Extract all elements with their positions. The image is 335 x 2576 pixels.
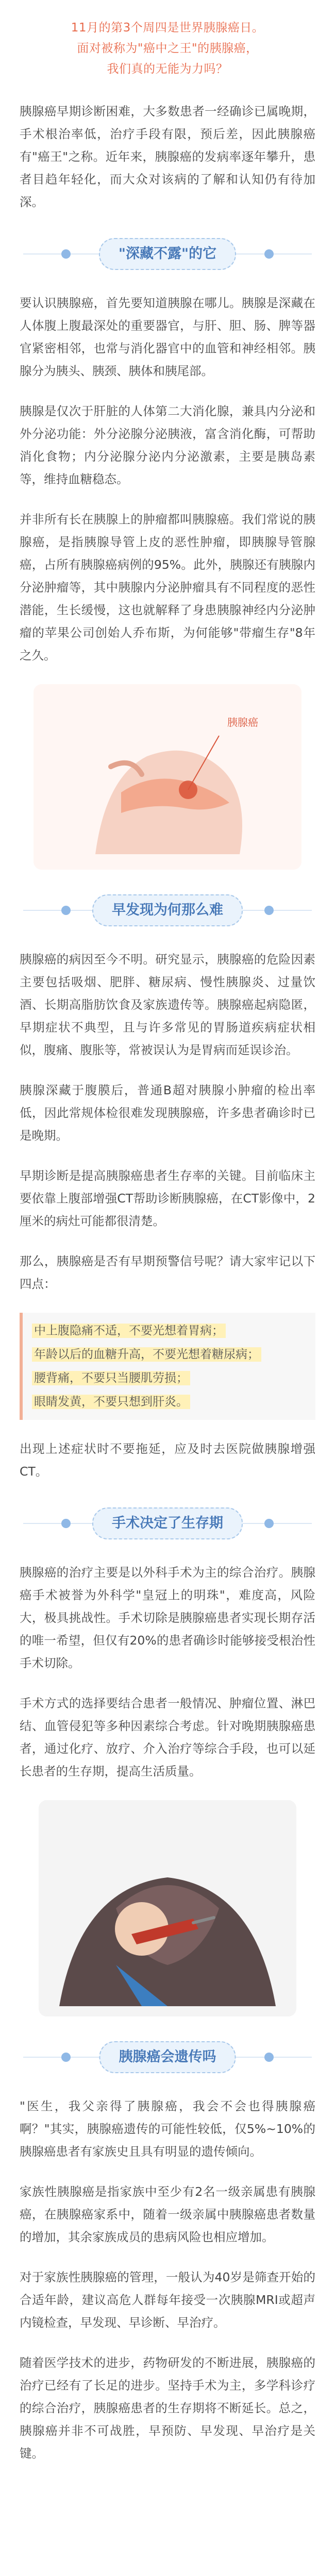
paragraph: 胰腺癌早期诊断困难，大多数患者一经确诊已属晚期，手术根治率低，治疗手段有限，预后差，因此胰腺癌有"癌王"之称。近年来，胰腺癌的发病率逐年攀升，患者目趋年轻化，而大众对该病的了解和认知仍有待加深。 xyxy=(20,104,315,209)
doctor-drawing xyxy=(39,1800,296,2016)
heading-dot xyxy=(264,906,274,915)
illustration-label: 胰腺癌 xyxy=(227,716,258,728)
heading-dot xyxy=(61,2053,71,2062)
warning-signs-box xyxy=(20,1313,315,1420)
heading-dot xyxy=(264,1519,274,1528)
heading-dot xyxy=(61,249,71,259)
paragraph: 胰腺癌的病因至今不明。研究显示，胰腺癌的危险因素主要包括吸烟、肥胖、糖尿病、慢性胰腺炎、过量饮酒、长期高脂肪饮食及家族遗传等。胰腺癌起病隐匿，早期症状不典型，且与许多常见的胃肠道疾病症状相似，腹痛、腹胀等，常被误认为是胃病而延误诊治。 xyxy=(20,952,315,1057)
intro xyxy=(20,18,315,79)
heading-dot xyxy=(264,2053,274,2062)
heading-text: "深藏不露"的它 xyxy=(99,238,236,270)
paragraph: 胰腺深藏于腹膜后，普通B超对胰腺小肿瘤的检出率低，因此常规体检很难发现胰腺癌，许多患者确诊时已是晚期。 xyxy=(20,1083,315,1143)
paragraph: 胰腺是仅次于肝脏的人体第二大消化腺，兼具内分泌和外分泌功能：外分泌腺分泌胰液，富含消化酶，可帮助消化食物；内分泌腺分泌内分泌激素，主要是胰岛素等，维持血糖稳态。 xyxy=(20,404,315,486)
warning-sign-item xyxy=(32,1367,306,1389)
section-heading xyxy=(75,892,260,928)
paragraph: 手术方式的选择要结合患者一般情况、肿瘤位置、淋巴结、血管侵犯等多种因素综合考虑。针对晚期胰腺癌患者，通过化疗、放疗、介入治疗等综合手段，也可以延长患者的生存期，提高生活质量。 xyxy=(20,1696,315,1778)
section-heading xyxy=(75,236,260,272)
paragraph: 并非所有长在胰腺上的肿瘤都叫胰腺癌。我们常说的胰腺癌，是指胰腺导管上皮的恶性肿瘤，即胰腺导管腺癌，占所有胰腺癌病例的95%。此外，胰腺还有胰腺内分泌肿瘤等，其中胰腺内分泌肿瘤具有不同程度的恶性潜能，生长缓慢，这也就解释了身患胰腺神经内分泌肿瘤的苹果公司创始人乔布斯，为何能够"带瘤生存"8年之久。 xyxy=(20,512,315,663)
intro-line: 11月的第3个周四是世界胰腺癌日。 xyxy=(71,21,264,35)
heading-dot xyxy=(264,249,274,259)
intro-line: 面对被称为"癌中之王"的胰腺癌， xyxy=(77,42,258,55)
pancreas-drawing xyxy=(34,684,301,870)
warning-sign-item xyxy=(32,1320,306,1342)
doctor-illustration xyxy=(39,1800,296,2016)
heading-dot xyxy=(61,906,71,915)
paragraph: 出现上述症状时不要拖延，应及时去医院做胰腺增强CT。 xyxy=(20,1442,315,1479)
heading-text: 早发现为何那么难 xyxy=(92,894,243,926)
warning-sign-text: 年龄以后的血糖升高，不要光想着糖尿病； xyxy=(32,1347,261,1362)
warning-sign-text: 中上腹隐痛不适，不要光想着胃病； xyxy=(32,1324,226,1338)
warning-sign-item xyxy=(32,1344,306,1365)
paragraph: 胰腺癌的治疗主要是以外科手术为主的综合治疗。胰腺癌手术被誉为外科学"皇冠上的明珠"，难度高，风险大，极具挑战性。手术切除是胰腺癌患者实现长期存活的唯一希望，但仅有20%的患者确诊时能够接受根治性手术切除。 xyxy=(20,1565,315,1670)
paragraph: 那么，胰腺癌是否有早期预警信号呢？请大家牢记以下四点： xyxy=(20,1254,315,1291)
article-body xyxy=(20,100,315,2465)
paragraph: 早期诊断是提高胰腺癌患者生存率的关键。目前临床主要依靠上腹部增强CT帮助诊断胰腺癌，在CT影像中，2厘米的病灶可能都很清楚。 xyxy=(20,1168,315,1228)
warning-sign-text: 腰背痛，不要只当腰肌劳损； xyxy=(32,1371,190,1385)
paragraph: 要认识胰腺癌，首先要知道胰腺在哪儿。胰腺是深藏在人体腹上腹最深处的重要器官，与肝、胆、肠、脾等器官紧密相邻，也常与消化器官中的血管和神经相邻。胰腺分为胰头、胰颈、胰体和胰尾部。 xyxy=(20,296,315,378)
section-heading xyxy=(75,1505,260,1541)
section-heading xyxy=(75,2039,260,2075)
paragraph: 家族性胰腺癌是指家族中至少有2名一级亲属患有胰腺癌，在胰腺癌家系中，随着一级亲属中胰腺癌患者数量的增加，其余家族成员的患病风险也相应增加。 xyxy=(20,2184,315,2244)
heading-text: 手术决定了生存期 xyxy=(92,1507,243,1539)
paragraph: 对于家族性胰腺癌的管理，一般认为40岁是筛查开始的合适年龄，建议高危人群每年接受一次胰腺MRI或超声内镜检查，早发现、早诊断、早治疗。 xyxy=(20,2270,315,2330)
warning-sign-item xyxy=(32,1391,306,1413)
paragraph: 随着医学技术的进步，药物研发的不断进展，胰腺癌的治疗已经有了长足的进步。坚持手术为主，多学科诊疗的综合治疗，胰腺癌患者的生存期将不断延长。总之，胰腺癌并非不可战胜，早预防、早发现、早治疗是关键。 xyxy=(20,2355,315,2461)
paragraph: "医生，我父亲得了胰腺癌，我会不会也得胰腺癌啊？"其实，胰腺癌遗传的可能性较低，仅5%~10%的胰腺癌患者有家族史且具有明显的遗传倾向。 xyxy=(20,2099,315,2159)
intro-line: 我们真的无能为力吗？ xyxy=(107,62,228,76)
warning-sign-text: 眼睛发黄，不要只想到肝炎。 xyxy=(32,1395,190,1409)
heading-dot xyxy=(61,1519,71,1528)
pancreas-illustration xyxy=(34,684,301,870)
heading-text: 胰腺癌会遗传吗 xyxy=(99,2041,236,2073)
